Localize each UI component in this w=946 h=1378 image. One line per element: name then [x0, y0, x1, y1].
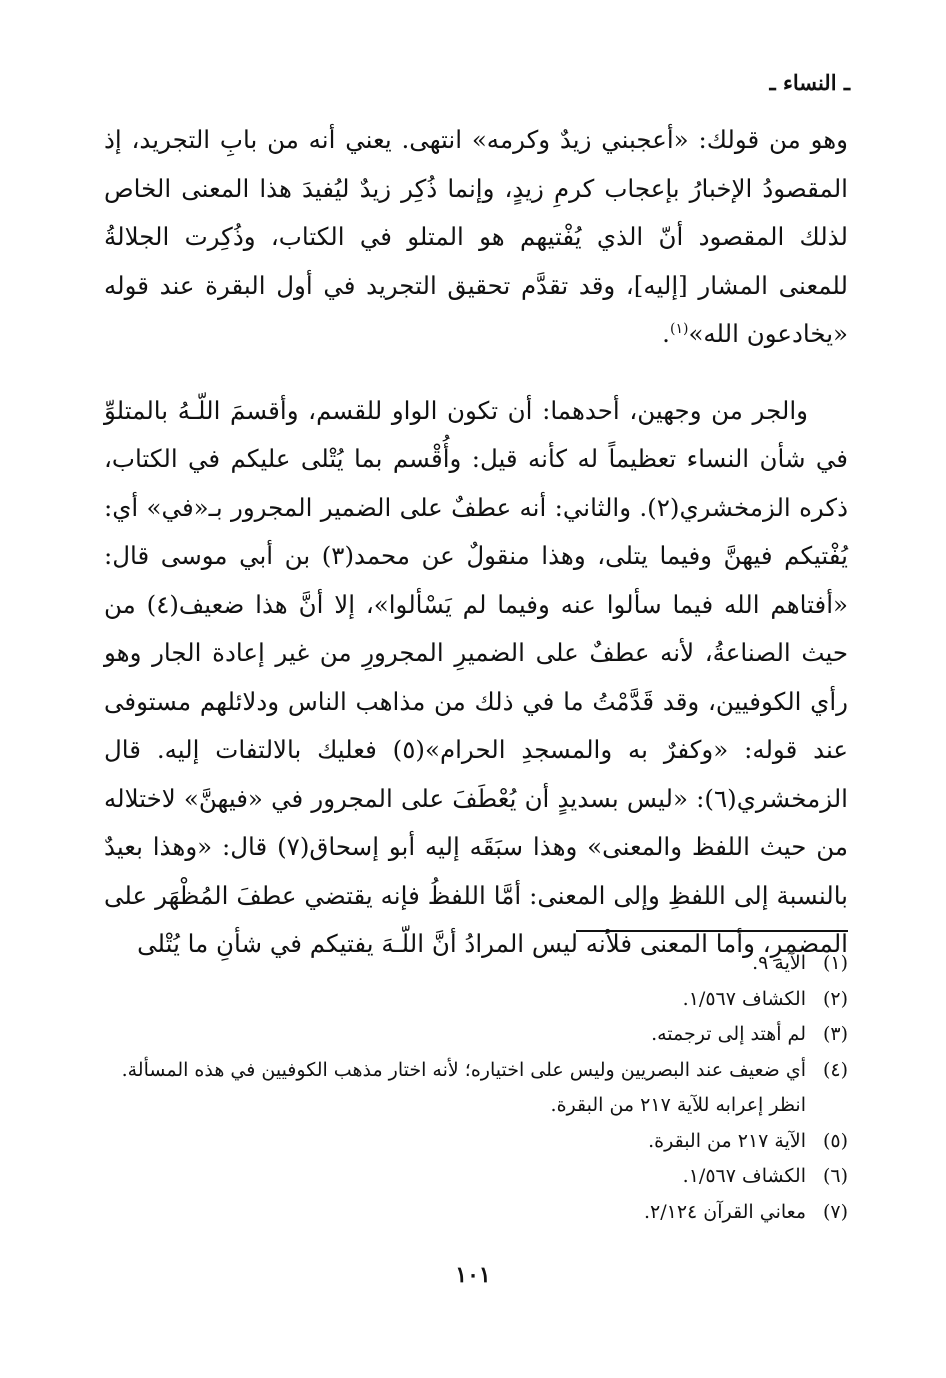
paragraph-1-text: وهو من قولك: «أعجبني زيدٌ وكرمه» انتهى. يعني أنه من بابِ التجريد، إذ المقصودُ الإخبارُ بإعجاب كرمِ زيدٍ، وإنما ذُكِر زيدٌ ليُفيدَ هذا المعنى الخاص لذلك المقصود أنّ الذي يُفْتيهم هو المتلو في الكتاب، وذُكِرت الجلالةُ للمعنى المشار [إليه]، وقد تقدَّم تحقيق التجريد في أول البقرة عند قوله «يخادعون الله» — [104, 125, 848, 348]
footnote-number: (٢) — [822, 987, 848, 1010]
paragraph-1-end: . — [662, 319, 670, 348]
footnote — [104, 1159, 848, 1195]
footnote — [104, 1195, 848, 1231]
footnote — [104, 1053, 848, 1124]
footnote — [104, 1124, 848, 1160]
footnote-number: (٥) — [822, 1129, 848, 1152]
footnote-text: الكشاف ١/٥٦٧. — [682, 1165, 806, 1187]
footnote — [104, 946, 848, 982]
footnote-text: أي ضعيف عند البصريين وليس على اختياره؛ لأنه اختار مذهب الكوفيين في هذه المسألة. انظر إعرابه للآية ٢١٧ من البقرة. — [121, 1058, 806, 1116]
footnotes-list — [104, 946, 848, 1230]
main-text — [104, 116, 848, 969]
page-number: ١٠١ — [455, 1262, 491, 1288]
footnote-text: الكشاف ١/٥٦٧. — [682, 987, 806, 1010]
footnote — [104, 982, 848, 1018]
footnote-number: (١) — [822, 952, 848, 974]
footnote-number: (٣) — [822, 1023, 848, 1045]
footnote-text: الآية ٢١٧ من البقرة. — [648, 1129, 806, 1152]
running-head: ـ النساء ـ — [769, 70, 850, 95]
footnote-ref-1: (١) — [669, 320, 689, 337]
footnote-text: لم أهتد إلى ترجمته. — [651, 1023, 806, 1045]
footnote-text: الآية ٩. — [752, 952, 806, 974]
paragraph-1 — [104, 116, 848, 359]
footnote — [104, 1017, 848, 1053]
footnote-separator — [576, 930, 848, 932]
footnote-text: معاني القرآن ٢/١٢٤. — [643, 1200, 806, 1223]
footnote-number: (٧) — [822, 1200, 848, 1223]
footnote-number: (٤) — [822, 1058, 848, 1081]
paragraph-2: والجر من وجهين، أحدهما: أن تكون الواو للقسم، وأقسمَ اللّـهُ بالمتلوِّ في شأن النساء تعظيماً له كأنه قيل: وأُقْسم بما يُتْلى عليكم في الكتاب، ذكره الزمخشري(٢). والثاني: أنه عطفٌ على الضمير المجرور بـ«في» أي: يُفْتيكم فيهنَّ وفيما يتلى، وهذا منقولٌ عن محمد(٣) بن أبي موسى قال: «أفتاهم الله فيما سألوا عنه وفيما لم يَسْألوا»، إلا أنَّ هذا ضعيف(٤) من حيث الصناعةُ، لأنه عطفٌ على الضميرِ المجرورِ من غير إعادة الجار وهو رأي الكوفيين، وقد قَدَّمْتُ ما في ذلك من مذاهب الناس ودلائلهم مستوفى عند قوله: «وكفرٌ به والمسجدِ الحرام»(٥) فعليك بالالتفات إليه. قال الزمخشري(٦): «ليس بسديدٍ أن يُعْطَفَ على المجرور في «فيهنَّ» لاختلاله من حيث اللفظ والمعنى» وهذا سبَقَه إليه أبو إسحاق(٧) قال: «وهذا بعيدٌ بالنسبة إلى اللفظِ وإلى المعنى: أمَّا اللفظُ فإنه يقتضي عطفَ المُظْهَر على المضمرِ، وأما المعنى فلأنه ليس المرادُ أنَّ اللّـهَ يفتيكم في شأنِ ما يُتْلى — [104, 395, 849, 958]
footnote-number: (٦) — [822, 1165, 848, 1187]
